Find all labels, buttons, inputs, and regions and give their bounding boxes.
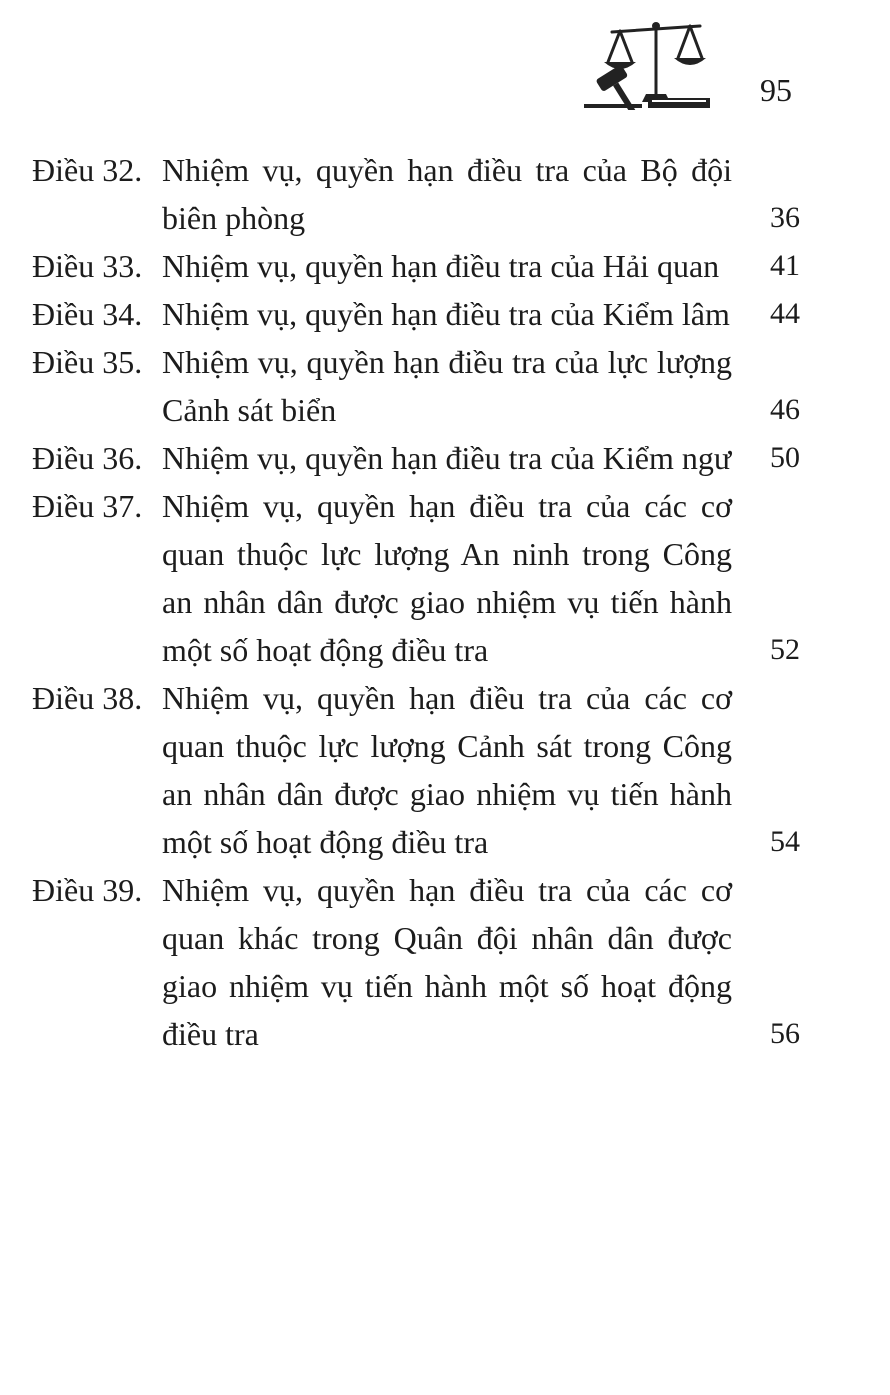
toc-entry <box>0 146 890 242</box>
article-title: Nhiệm vụ, quyền hạn điều tra của các cơ quan khác trong Quân đội nhân dân được giao nhiệm vụ tiến hành một số hoạt động điều tra <box>162 872 732 1052</box>
article-title: Nhiệm vụ, quyền hạn điều tra của lực lượng Cảnh sát biển <box>162 344 732 428</box>
page-reference: 56 <box>770 1017 800 1050</box>
page-reference: 41 <box>770 249 800 282</box>
page-reference: 54 <box>770 825 800 858</box>
toc-entry <box>0 674 890 866</box>
article-number: Điều 32. <box>32 152 143 188</box>
page-reference: 44 <box>770 297 800 330</box>
article-title: Nhiệm vụ, quyền hạn điều tra của Hải quan <box>162 248 720 284</box>
article-title: Nhiệm vụ, quyền hạn điều tra của Kiểm ngư <box>162 440 732 476</box>
page-reference: 36 <box>770 201 800 234</box>
toc-entry <box>0 434 890 482</box>
page-reference: 50 <box>770 441 800 474</box>
article-title: Nhiệm vụ, quyền hạn điều tra của các cơ quan thuộc lực lượng Cảnh sát trong Công an nhân dân được giao nhiệm vụ tiến hành một số hoạt động điều tra <box>162 680 732 860</box>
article-title: Nhiệm vụ, quyền hạn điều tra của Bộ đội biên phòng <box>162 152 732 236</box>
toc-entry <box>0 290 890 338</box>
article-number: Điều 39. <box>32 872 143 908</box>
article-title: Nhiệm vụ, quyền hạn điều tra của Kiểm lâm <box>162 296 730 332</box>
toc-entry <box>0 242 890 290</box>
toc-entry <box>0 866 890 1058</box>
scales-of-justice-gavel-icon <box>582 14 712 110</box>
article-number: Điều 33. <box>32 248 143 284</box>
page-reference: 52 <box>770 633 800 666</box>
toc-entry <box>0 482 890 674</box>
page-reference: 46 <box>770 393 800 426</box>
page-number: 95 <box>760 72 792 108</box>
article-number: Điều 38. <box>32 680 143 716</box>
page-header <box>0 0 890 130</box>
toc-entry <box>0 338 890 434</box>
article-number: Điều 35. <box>32 344 143 380</box>
table-of-contents <box>0 146 890 1058</box>
article-number: Điều 36. <box>32 440 143 476</box>
article-number: Điều 34. <box>32 296 143 332</box>
article-title: Nhiệm vụ, quyền hạn điều tra của các cơ quan thuộc lực lượng An ninh trong Công an nhân dân được giao nhiệm vụ tiến hành một số hoạt động điều tra <box>162 488 732 668</box>
article-number: Điều 37. <box>32 488 143 524</box>
